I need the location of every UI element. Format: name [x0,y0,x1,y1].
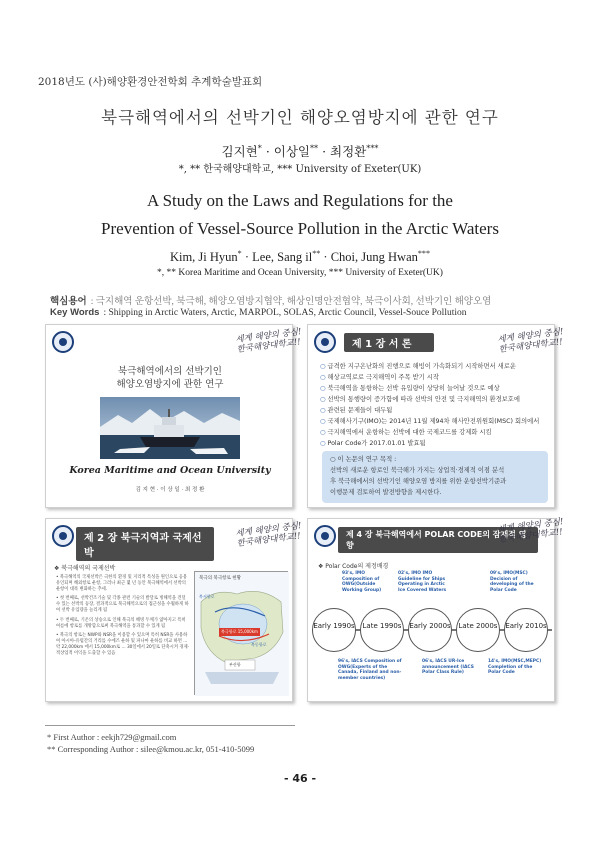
title-en-line-1: A Study on the Laws and Regulations for the [147,191,453,210]
timeline-node: Early 2010s [504,608,548,652]
slogan-script: 세계 해양의 중심! 한국해양대학교!! [235,521,303,549]
timeline-node: Early 2000s [408,608,452,652]
purpose-line: 후 북극해에서의 선박기인 해양오염 방지를 위한 운항선박기준과 [330,478,507,485]
purpose-line: 이행문제 검토하여 발전방향을 제시한다. [330,489,442,496]
title-english [0,187,600,243]
list-item-text: 북극의 항로는 NWP와 NSR을 이용할 수 있으며 특히 NSR을 사용하여 아시아-유럽간의 거리를 수에즈 운하 및 파나마 운하를 비교 하면 ... 약 22,000km 에서 15,000km로 ... 30일에서 20일로 단축시켜 경제·적상업적 이익을 도출할 수 있음 [56,633,190,656]
timeline-event-bottom: 06's, IACS UR-Ice announcement (IACS Polar Class Rule) [422,659,474,676]
footnote-first-author: * First Author : eekjh729@gmail.com [47,732,177,742]
slide4-subheading: ❖ Polar Code의 제정배경 [318,563,389,570]
map-title: 북극의 북극항로 현황 [199,576,241,581]
list-item: ○ 극지해역에서 운항하는 선박에 대한 국제코드를 강제화 시킴 [318,427,550,438]
author-ko-3-mark: *** [366,142,379,153]
research-purpose-box [322,451,548,503]
list-item: ○ 급격한 지구온난화의 진행으로 해빙이 가속화되기 시작하면서 새로운 [318,361,550,372]
authors-korean [0,142,600,160]
author-en-2: · Lee, Sang il [241,250,313,264]
map-label: 북동항로 [251,642,267,647]
authors-english [0,250,600,265]
author-ko-2: · 이상일 [265,144,310,159]
slogan-script: 세계 해양의 중심! 한국해양대학교!! [235,327,303,355]
keywords-en-label: Key Words [50,307,100,318]
list-item: ○ Polar Code가 2017.01.01 발효됨 [318,438,550,449]
list-item: ○ 선박의 통행량이 증가함에 따라 선박의 안전 및 극지해역의 환경보호에 [318,394,550,405]
footnote-divider [45,725,295,726]
title-en-line-2: Prevention of Vessel-Source Pollution in the Arctic Waters [101,219,499,238]
list-item: ○ 국제해사기구(IMO)는 2014년 11월 제94차 해사안전위원회(MSC) 회의에서 [318,416,550,427]
title-korean: 북극해역에서의 선박기인 해양오염방지에 관한 연구 [101,108,499,127]
list-item-text: 북극해역의 국제선박은 극한의 환경 및 지리적 특성을 원인으로 응용 유인되며 해외항로 운항, 그러나 최근 몇 년 동안 북극해역에서 선박의 운항이 대폭 변화하는 추세. [56,575,188,592]
keywords-ko-label: 핵심용어 [50,296,87,307]
affiliation-korean: *, ** 한국해양대학교, *** University of Exeter(UK) [178,164,422,175]
timeline-event-bottom: 14's, IMO(MSC,MEPC) Completion of the Polar Code [488,659,542,676]
slide-polar-code [307,517,565,702]
slide-introduction [307,324,565,508]
purpose-title: ○ 이 논문의 연구 목적 : [330,456,397,463]
list-item-text: 두 번째로, 기온의 상승으로 인해 북극의 해빙 두께가 얇아지고 특히 여름에 항로를 개방함으로써 북극해역을 통과할 수 있게 됨 [56,617,186,629]
timeline-event-bottom: 96's, IACS Composition of OWG(Experts of the Canada, Finland and non-member countries) [338,659,402,681]
slogan-script: 세계 해양의 중심! 한국해양대학교!! [497,327,565,355]
slide1-title [46,365,294,391]
presenters: 김 지 현 · 이 상 일 · 최 정 환 [135,487,205,493]
slide-title [45,324,303,508]
arctic-route-map [194,571,288,695]
author-en-1: Kim, Ji Hyun [169,250,238,264]
author-ko-1: 김지현 [221,144,258,159]
slogan-script: 세계 해양의 중심! 한국해양대학교!! [497,517,565,545]
author-ko-2-mark: ** [310,142,319,153]
university-logo-icon [52,525,74,547]
keywords-en-value: : Shipping in Arctic Waters, Arctic, MARPOL, SOLAS, Arctic Council, Vessel-Souce Pollution [103,308,467,318]
timeline-event-top: 93's, IMO Composition of OWG(Outside Working Group) [342,571,382,593]
purpose-line: 선박의 새로운 항로인 북극해가 가지는 상업적·경제적 이점 분석 [330,467,505,474]
timeline-event-top: 02's, IMO IMO Guideline for Ships Operating in Arctic Ice Covered Waters [398,571,447,593]
slide2-heading: 제 1 장 서 론 [344,333,434,352]
map-label: 부산항 [229,662,241,667]
slide3-subheading: ❖ 북극해역의 국제선박 [54,565,116,572]
author-en-3-mark: *** [417,248,431,258]
timeline-node: Early 1990s [312,608,356,652]
list-item: ○ 해상교역로로 극지해역이 주목 받기 시작 [318,372,550,383]
list-item: • 두 번째로, 기온의 상승으로 인해 북극의 해빙 두께가 얇아지고 특히 여름에 항로를 개방함으로써 북극해역을 통과할 수 있게 됨 [56,617,186,629]
list-item-text: 첫 번째로, 선박건조기술 및 각종 관련 기술의 발달로 빙해역을 견딜 수 있는 선박의 등장, 결과적으로 북극해역으로의 접근성을 수월하게 하여 선박 유입량을 늘리게 됨 [56,596,189,613]
university-logo-icon [314,525,336,547]
university-logo-icon [52,331,74,353]
keywords-english [50,307,467,318]
slide4-heading: 제 4 장 북극해역에서 POLAR CODE의 잠재적 영향 [338,527,538,553]
timeline-node: Late 2000s [456,608,500,652]
list-item: • 북극의 항로는 NWP와 NSR을 이용할 수 있으며 특히 NSR을 사용하여 아시아-유럽간의 거리를 수에즈 운하 및 파나마 운하를 비교 하면 ... 약 22,000km 에서 15,000km로 ... 30일에서 20일로 단축시켜 경제·적상업적 이익을 도출할 수 있음 [56,633,190,656]
slide-arctic-shipping [45,518,303,702]
slide3-heading: 제 2 장 북극지역과 국제선박 [76,527,214,561]
slide3-bullets [56,575,190,657]
list-item: ○ 북극해역을 통항하는 선박 유입량이 상당히 늘어날 것으로 예상 [318,383,550,394]
page-number: - 46 - [283,772,317,785]
keywords-ko-value: : 극지해역 운항선박, 북극해, 해양오염방지협약, 해상인명안전협약, 북극이사회, 선박기인 해양오염 [90,297,492,307]
university-name: Korea Maritime and Ocean University [69,465,271,476]
author-en-1-mark: * [237,248,242,258]
ship-photo [100,397,240,459]
author-en-2-mark: ** [312,248,321,258]
slide1-title-line-1: 북극해역에서의 선박기인 [118,366,222,377]
slide2-bullets [318,361,550,449]
keywords-korean [50,293,491,307]
author-en-3: · Choi, Jung Hwan [320,250,418,264]
list-item: • 첫 번째로, 선박건조기술 및 각종 관련 기술의 발달로 빙해역을 견딜 수 있는 선박의 등장, 결과적으로 북극해역으로의 접근성을 수월하게 하여 선박 유입량을 늘리게 됨 [56,596,189,613]
map-label: 북서항로 [199,594,215,599]
slide1-title-line-2: 해양오염방지에 관한 연구 [116,379,224,390]
timeline-event-top: 09's, IMO(MSC) Decision of developing of the Polar Code [490,571,534,593]
list-item: • 북극해역의 국제선박은 극한의 환경 및 지리적 특성을 원인으로 응용 유인되며 해외항로 운항, 그러나 최근 몇 년 동안 북극해역에서 선박의 운항이 대폭 변화하는 추세. [56,575,188,592]
affiliation-english: *, ** Korea Maritime and Ocean University, *** University of Exeter(UK) [157,268,443,278]
timeline-node: Late 1990s [360,608,404,652]
author-ko-1-mark: * [257,142,262,153]
map-route-badge: 북극항로 15,000km [221,629,258,634]
author-ko-3: · 최정환 [322,144,367,159]
university-logo-icon [314,331,336,353]
list-item: ○ 관련된 문제들이 대두됨 [318,405,550,416]
footnote-corresponding-author: ** Corresponding Author : silee@kmou.ac.kr, 051-410-5099 [47,744,255,754]
conference-name: 2018년도 (사)해양환경안전학회 추계학술발표회 [38,76,263,88]
